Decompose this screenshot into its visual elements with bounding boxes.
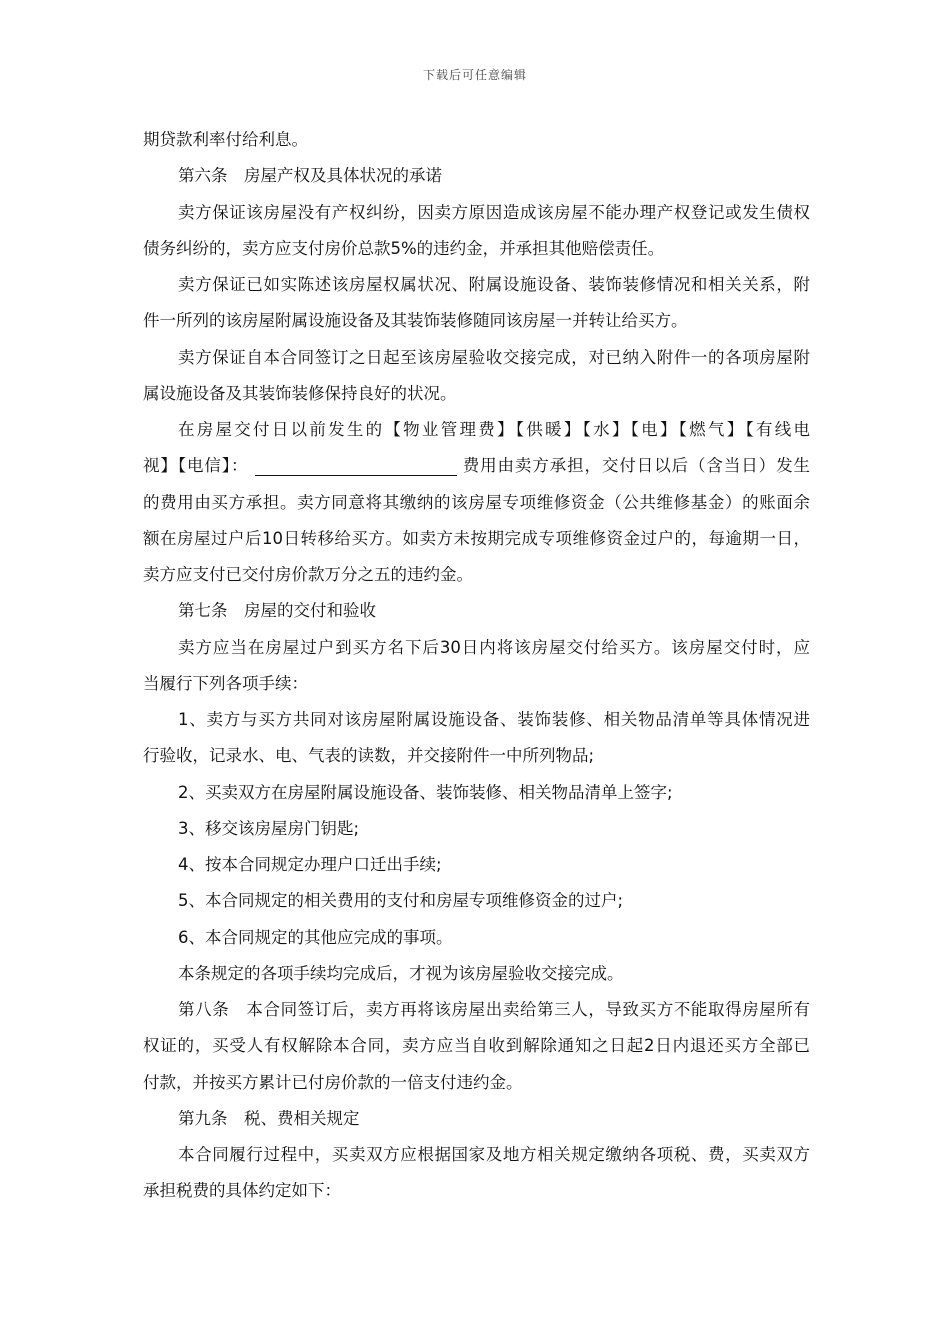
paragraph-line: 行验收，记录水、电、气表的读数，并交接附件一中所列物品; — [143, 746, 595, 766]
paragraph-line: 付款，并按买方累计已付房价款的一倍支付违约金。 — [143, 1072, 523, 1092]
paragraph-line: 额在房屋过户后10日转移给买方。如卖方未按期完成专项维修资金过户的，每逾期一日， — [143, 528, 810, 548]
blank-line-prefix: 视】【电信】： — [143, 456, 249, 476]
section-heading-6: 第六条 房屋产权及具体状况的承诺 — [178, 166, 442, 186]
list-item-2: 2、买卖双方在房屋附属设施设备、装饰装修、相关物品清单上签字; — [178, 782, 673, 802]
paragraph-line: 承担税费的具体约定如下： — [143, 1181, 341, 1201]
section-heading-8: 第八条 本合同签订后，卖方再将该房屋出卖给第三人，导致买方不能取得房屋所有 — [178, 1000, 810, 1019]
list-item-5: 5、本合同规定的相关费用的支付和房屋专项维修资金的过户; — [178, 891, 624, 911]
blank-line-suffix: 费用由卖方承担，交付日以后（含当日）发生 — [462, 456, 810, 476]
paragraph-line: 卖方保证该房屋没有产权纠纷，因卖方原因造成该房屋不能办理产权登记或发生债权 — [178, 202, 810, 222]
paragraph-line: 本合同履行过程中，买卖双方应根据国家及地方相关规定缴纳各项税、费，买卖双方 — [178, 1145, 810, 1164]
paragraph-line: 当履行下列各项手续： — [143, 673, 308, 693]
paragraph-line: 卖方保证已如实陈述该房屋权属状况、附属设施设备、装饰装修情况和相关关系，附 — [178, 275, 810, 294]
page-header: 下载后可任意编辑 — [422, 68, 527, 82]
paragraph-line: 卖方应当在房屋过户到买方名下后30日内将该房屋交付给买方。该房屋交付时，应 — [178, 637, 810, 657]
section-heading-7: 第七条 房屋的交付和验收 — [178, 601, 376, 621]
list-item-1: 1、卖方与买方共同对该房屋附属设施设备、装饰装修、相关物品清单等具体情况进 — [178, 710, 810, 729]
list-item-6: 6、本合同规定的其他应完成的事项。 — [178, 927, 453, 947]
paragraph-line: 卖方保证自本合同签订之日起至该房屋验收交接完成，对已纳入附件一的各项房屋附 — [178, 347, 810, 367]
paragraph-line-with-blank — [143, 448, 810, 484]
paragraph-line: 权证的，买受人有权解除本合同，卖方应当自收到解除通知之日起2日内退还买方全部已 — [143, 1036, 810, 1056]
paragraph-line: 期贷款利率付给利息。 — [143, 130, 308, 149]
paragraph-line: 债务纠纷的，卖方应支付房价总款5%的违约金，并承担其他赔偿责任。 — [143, 238, 665, 258]
paragraph-line: 在房屋交付日以前发生的【物业管理费】【供暖】【水】【电】【燃气】【有线电 — [178, 420, 810, 439]
section-heading-9: 第九条 税、费相关规定 — [178, 1108, 360, 1128]
paragraph-line: 件一所列的该房屋附属设施设备及其装饰装修随同该房屋一并转让给买方。 — [143, 311, 688, 331]
fill-in-blank[interactable] — [255, 455, 457, 476]
list-item-3: 3、移交该房屋房门钥匙; — [178, 818, 360, 838]
contract-body — [143, 122, 810, 1210]
paragraph-line: 卖方应支付已交付房价款万分之五的违约金。 — [143, 565, 473, 584]
paragraph-line: 本条规定的各项手续均完成后，才视为该房屋验收交接完成。 — [178, 963, 624, 983]
paragraph-line: 的费用由买方承担。卖方同意将其缴纳的该房屋专项维修资金（公共维修基金）的账面余 — [143, 492, 810, 512]
list-item-4: 4、按本合同规定办理户口迁出手续; — [178, 855, 442, 874]
paragraph-line: 属设施设备及其装饰装修保持良好的状况。 — [143, 383, 457, 403]
